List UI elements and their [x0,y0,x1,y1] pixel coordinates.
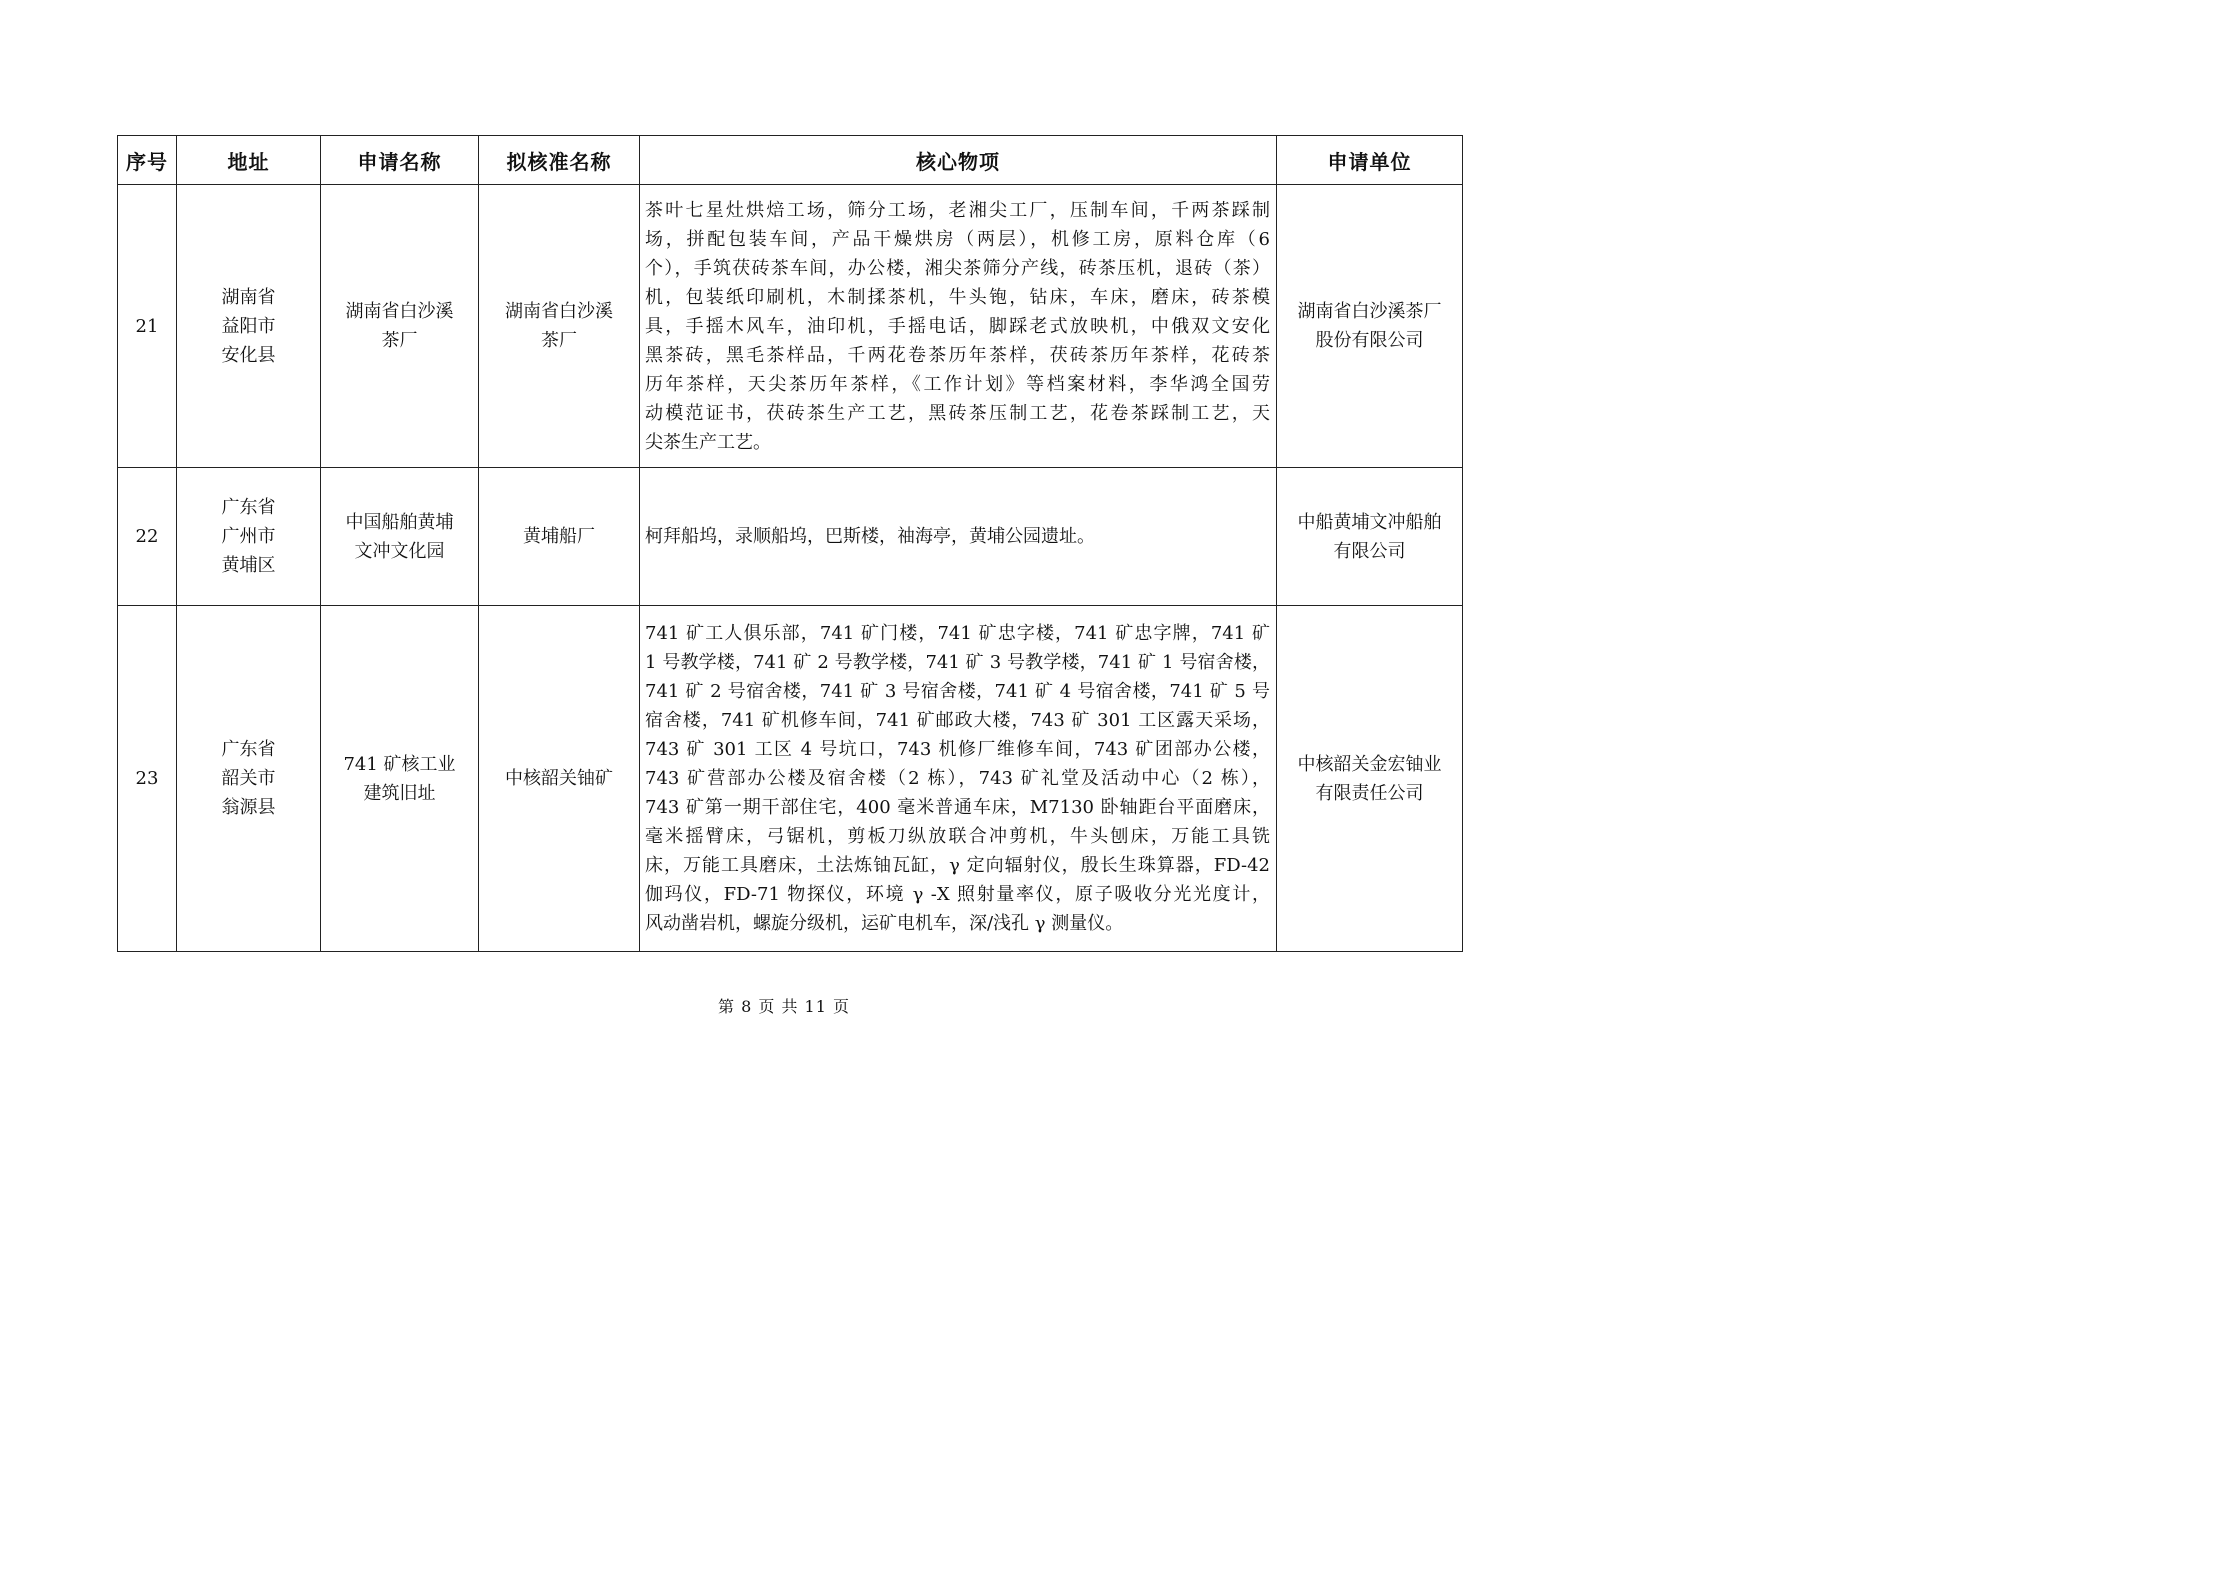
apply-name-line: 741 矿核工业 [343,753,456,775]
row-serial-number: 22 [118,468,177,606]
core-items-line: 柯拜船坞，录顺船坞，巴斯楼，䄂海亭，黄埔公园遗址。 [645,526,1095,547]
apply-name-line: 湖南省白沙溪 [345,301,454,322]
core-items-line: 741 矿工人俱乐部，741 矿门楼，741 矿忠字楼，741 矿忠字牌，741 矿 [645,623,1270,644]
row-apply-name [321,185,479,468]
core-items-line: 床，万能工具磨床，土法炼铀瓦缸，γ 定向辐射仪，殷长生珠算器，FD-42 [645,855,1270,876]
address-line: 广东省 [221,497,276,518]
row-approved-name [479,606,640,952]
row-address [177,468,321,606]
core-items-line: 动模范证书，茯砖茶生产工艺，黑砖茶压制工艺，花卷茶踩制工艺，天 [645,402,1270,424]
address-line: 湖南省 [221,286,276,308]
apply-name-line: 茶厂 [381,330,418,351]
table-row [118,185,1463,468]
core-items-line: 741 矿 2 号宿舍楼，741 矿 3 号宿舍楼，741 矿 4 号宿舍楼，741 矿 5 号 [645,681,1270,702]
core-items-line: 场，拼配包装车间，产品干燥烘房（两层），机修工房，原料仓库（6 [645,228,1270,250]
approved-name-line: 中核韶关铀矿 [505,768,613,789]
address-line: 安化县 [221,344,276,366]
core-items-line: 伽玛仪，FD-71 物探仪，环境 γ -X 照射量率仪，原子吸收分光光度计， [645,884,1270,905]
core-items-line: 历年茶样，天尖茶历年茶样，《工作计划》等档案材料，李华鸿全国劳 [645,373,1270,395]
core-items-line: 1 号教学楼，741 矿 2 号教学楼，741 矿 3 号教学楼，741 矿 1 号宿舍楼， [645,652,1270,673]
row-core-items [640,606,1277,952]
core-items-line: 宿舍楼，741 矿机修车间，741 矿邮政大楼，743 矿 301 工区露天采场， [645,710,1270,731]
core-items-line: 具，手摇木风车，油印机，手摇电话，脚踩老式放映机，中俄双文安化 [645,315,1270,337]
apply-name-line: 中国船舶黄埔 [345,511,454,533]
core-items-line: 机，包装纸印刷机，木制揉茶机，牛头铇，钻床，车床，磨床，砖茶模 [645,286,1270,308]
core-items-line: 风动凿岩机，螺旋分级机，运矿电机车，深/浅孔 γ 测量仪。 [645,913,1124,934]
address-line: 广州市 [221,526,276,547]
core-items-line: 尖茶生产工艺。 [645,431,771,453]
row-applicant [1277,606,1463,952]
address-line: 黄埔区 [221,555,276,576]
row-approved-name [479,468,640,606]
applicant-line: 中船黄埔文冲船舶 [1297,511,1442,533]
header-applicant: 申请单位 [1277,136,1463,185]
row-apply-name [321,468,479,606]
approved-name-line: 湖南省白沙溪 [505,301,613,322]
row-serial-number: 23 [118,606,177,952]
row-apply-name [321,606,479,952]
apply-name-line: 建筑旧址 [363,782,436,804]
row-address [177,606,321,952]
address-line: 益阳市 [221,315,276,337]
approved-name-line: 茶厂 [541,330,577,351]
header-address: 地址 [177,136,321,185]
core-items-line: 743 矿 301 工区 4 号坑口，743 机修厂维修车间，743 矿团部办公楼， [645,739,1270,760]
core-items-line: 黑茶砖，黑毛茶样品，千两花卷茶历年茶样，茯砖茶历年茶样，花砖茶 [645,344,1270,366]
apply-name-line: 文冲文化园 [354,540,445,562]
applicant-line: 有限责任公司 [1315,782,1424,804]
applicant-line: 中核韶关金宏铀业 [1297,753,1442,775]
table-row [118,606,1463,952]
row-approved-name [479,185,640,468]
core-items-line: 743 矿营部办公楼及宿舍楼（2 栋），743 矿礼堂及活动中心（2 栋）， [645,768,1270,789]
core-items-line: 743 矿第一期干部住宅，400 毫米普通车床，M7130 卧轴距台平面磨床， [645,797,1270,818]
applicant-line: 有限公司 [1333,540,1406,562]
page-number: 第 8 页 共 11 页 [718,997,850,1016]
table-header-row [118,136,1463,185]
row-core-items [640,185,1277,468]
core-items-line: 个），手筑茯砖茶车间，办公楼，湘尖茶筛分产线，砖茶压机，退砖（茶） [645,257,1270,279]
address-line: 翁源县 [221,797,276,818]
heritage-list-table [117,135,1463,952]
core-items-line: 毫米摇臂床，弓锯机，剪板刀纵放联合冲剪机，牛头刨床，万能工具铣 [645,826,1270,847]
address-line: 广东省 [221,739,276,760]
applicant-line: 股份有限公司 [1315,330,1424,351]
core-items-line: 茶叶七星灶烘焙工场，筛分工场，老湘尖工厂，压制车间，千两茶踩制 [645,199,1270,221]
approved-name-line: 黄埔船厂 [523,526,595,547]
row-applicant [1277,185,1463,468]
applicant-line: 湖南省白沙溪茶厂 [1297,301,1442,322]
header-approved-name: 拟核准名称 [479,136,640,185]
header-core-items: 核心物项 [640,136,1277,185]
row-serial-number: 21 [118,185,177,468]
row-address [177,185,321,468]
row-core-items [640,468,1277,606]
table-row [118,468,1463,606]
address-line: 韶关市 [221,768,276,789]
row-applicant [1277,468,1463,606]
header-serial-number: 序号 [118,136,177,185]
header-apply-name: 申请名称 [321,136,479,185]
